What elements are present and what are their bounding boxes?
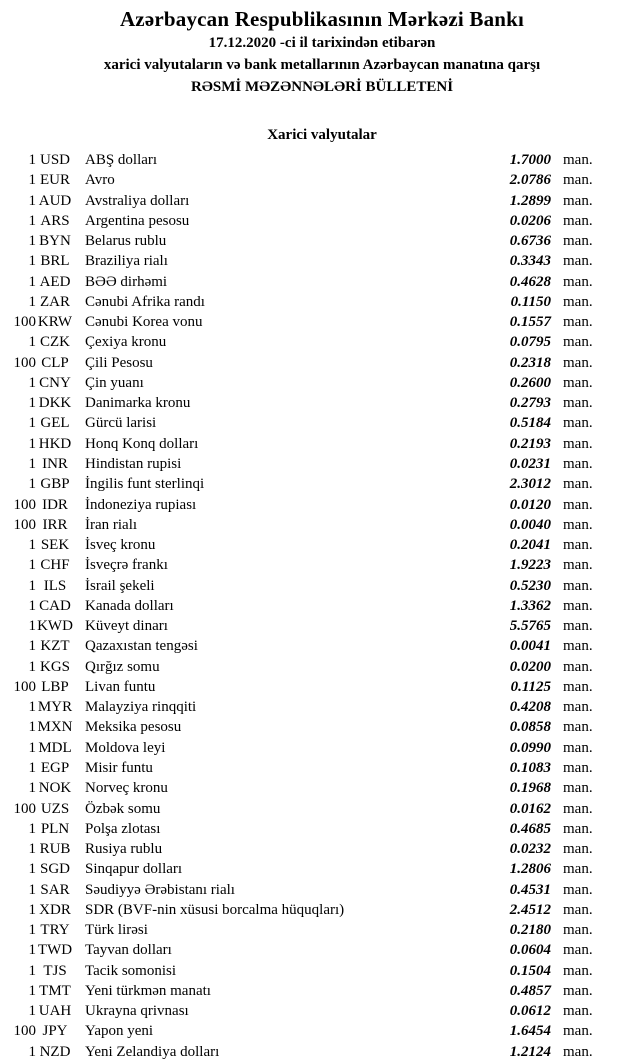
currency-name: Tayvan dolları bbox=[85, 942, 172, 959]
currency-name: Çili Pesosu bbox=[85, 354, 153, 371]
nominal-value: 1 bbox=[28, 841, 36, 858]
rate-value: 0.3343 bbox=[509, 253, 551, 270]
rate-row bbox=[0, 474, 620, 494]
currency-name: Moldova leyi bbox=[85, 739, 166, 756]
rate-row bbox=[0, 555, 620, 575]
rate-value: 0.5184 bbox=[509, 415, 551, 432]
rate-value: 1.6454 bbox=[509, 1023, 551, 1040]
nominal-value: 1 bbox=[28, 476, 36, 493]
nominal-value: 1 bbox=[28, 699, 36, 716]
currency-name: Çin yuanı bbox=[85, 374, 144, 391]
currency-code: CZK bbox=[40, 334, 70, 351]
unit-label: man. bbox=[563, 293, 593, 310]
rate-value: 1.7000 bbox=[509, 152, 551, 168]
currency-name: Tacik somonisi bbox=[85, 962, 177, 979]
currency-name: Meksika pesosu bbox=[85, 719, 182, 736]
nominal-value: 1 bbox=[28, 557, 36, 574]
unit-label: man. bbox=[563, 1003, 593, 1020]
unit-label: man. bbox=[563, 192, 593, 209]
currency-name: Norveç kronu bbox=[85, 780, 168, 797]
rate-value: 0.6736 bbox=[509, 233, 551, 250]
rate-row bbox=[0, 211, 620, 231]
currency-name: Kanada dolları bbox=[85, 597, 174, 614]
rate-value: 0.1504 bbox=[509, 962, 551, 979]
unit-label: man. bbox=[563, 881, 593, 898]
rate-value: 5.5765 bbox=[509, 618, 551, 635]
rate-value: 0.2600 bbox=[509, 374, 551, 391]
nominal-value: 1 bbox=[28, 739, 36, 756]
currency-code: TJS bbox=[43, 962, 67, 979]
currency-name: Yeni türkmən manatı bbox=[85, 982, 211, 999]
unit-label: man. bbox=[563, 982, 593, 999]
unit-label: man. bbox=[563, 557, 593, 574]
rate-row bbox=[0, 535, 620, 555]
rate-value: 0.1125 bbox=[510, 678, 551, 695]
rate-row bbox=[0, 413, 620, 433]
nominal-value: 1 bbox=[28, 537, 36, 554]
rate-row bbox=[0, 251, 620, 271]
rate-row bbox=[0, 859, 620, 879]
rate-value: 0.0200 bbox=[509, 658, 551, 675]
nominal-value: 1 bbox=[28, 435, 36, 452]
unit-label: man. bbox=[563, 233, 593, 250]
rate-value: 0.0232 bbox=[509, 841, 551, 858]
currency-code: DKK bbox=[38, 395, 72, 412]
rate-value: 0.0040 bbox=[509, 516, 551, 533]
currency-name: Hindistan rupisi bbox=[85, 455, 182, 472]
currency-code: CNY bbox=[39, 374, 71, 391]
currency-name: Qırğız somu bbox=[85, 658, 160, 675]
nominal-value: 1 bbox=[28, 719, 36, 736]
currency-name: Avstraliya dolları bbox=[85, 192, 190, 209]
currency-name: Türk lirəsi bbox=[85, 922, 148, 939]
unit-label: man. bbox=[563, 597, 593, 614]
nominal-value: 100 bbox=[13, 314, 36, 331]
rate-value: 0.0612 bbox=[509, 1003, 551, 1020]
rate-row bbox=[0, 920, 620, 940]
rate-row bbox=[0, 717, 620, 737]
currency-code: BRL bbox=[40, 253, 70, 270]
currency-code: SEK bbox=[40, 537, 70, 554]
nominal-value: 1 bbox=[28, 962, 36, 979]
rate-value: 0.1968 bbox=[509, 780, 551, 797]
currency-name: BƏƏ dirhəmi bbox=[85, 273, 168, 290]
bulletin-title: RƏSMİ MƏZƏNNƏLƏRİ BÜLLETENİ bbox=[190, 79, 454, 95]
currency-code: IRR bbox=[42, 516, 68, 533]
unit-label: man. bbox=[563, 638, 593, 655]
currency-code: AUD bbox=[38, 192, 72, 209]
currency-name: Sinqapur dolları bbox=[85, 861, 183, 878]
nominal-value: 100 bbox=[13, 516, 36, 533]
rate-row bbox=[0, 839, 620, 859]
rate-row bbox=[0, 434, 620, 454]
rate-row bbox=[0, 657, 620, 677]
unit-label: man. bbox=[563, 759, 593, 776]
unit-label: man. bbox=[563, 334, 593, 351]
currency-name: Belarus rublu bbox=[85, 233, 167, 250]
currency-code: GEL bbox=[40, 415, 70, 432]
currency-code: EUR bbox=[40, 172, 70, 189]
currency-name: Livan funtu bbox=[85, 678, 156, 695]
unit-label: man. bbox=[563, 678, 593, 695]
currency-code: RUB bbox=[39, 841, 71, 858]
currency-code: MYR bbox=[37, 699, 73, 716]
currency-name: İran rialı bbox=[85, 516, 138, 533]
rate-row bbox=[0, 332, 620, 352]
currency-code: GBP bbox=[40, 476, 70, 493]
currency-code: NOK bbox=[38, 780, 72, 797]
currency-code: CHF bbox=[40, 557, 70, 574]
rate-value: 1.9223 bbox=[509, 557, 551, 574]
nominal-value: 1 bbox=[28, 982, 36, 999]
currency-name: Yapon yeni bbox=[85, 1023, 154, 1040]
currency-code: CAD bbox=[39, 597, 71, 614]
rate-value: 1.2124 bbox=[509, 1043, 551, 1060]
subject-line: xarici valyutaların və bank metallarının Azərbaycan manatına qarşı bbox=[103, 57, 541, 73]
currency-code: KZT bbox=[40, 638, 70, 655]
rate-value: 0.2793 bbox=[509, 395, 551, 412]
nominal-value: 100 bbox=[13, 1023, 36, 1040]
currency-code: TMT bbox=[39, 982, 71, 999]
rate-row bbox=[0, 900, 620, 920]
rate-value: 1.2899 bbox=[509, 192, 551, 209]
rate-row bbox=[0, 738, 620, 758]
unit-label: man. bbox=[563, 395, 593, 412]
rate-row bbox=[0, 515, 620, 535]
rate-value: 0.0990 bbox=[509, 739, 551, 756]
rate-value: 1.2806 bbox=[509, 861, 551, 878]
unit-label: man. bbox=[563, 374, 593, 391]
unit-label: man. bbox=[563, 1023, 593, 1040]
currency-code: ZAR bbox=[40, 293, 70, 310]
unit-label: man. bbox=[563, 901, 593, 918]
nominal-value: 1 bbox=[28, 253, 36, 270]
currency-name: Argentina pesosu bbox=[85, 212, 190, 229]
nominal-value: 1 bbox=[28, 780, 36, 797]
unit-label: man. bbox=[563, 780, 593, 797]
rate-value: 2.3012 bbox=[509, 476, 551, 493]
currency-name: İngilis funt sterlinqi bbox=[85, 476, 205, 493]
rate-row bbox=[0, 292, 620, 312]
nominal-value: 1 bbox=[28, 658, 36, 675]
rate-row bbox=[0, 150, 620, 170]
rate-value: 0.0604 bbox=[509, 942, 551, 959]
rate-row bbox=[0, 373, 620, 393]
exchange-rates-table bbox=[0, 150, 620, 1062]
rate-value: 0.0206 bbox=[509, 212, 551, 229]
rate-row bbox=[0, 272, 620, 292]
rate-row bbox=[0, 697, 620, 717]
currency-code: MXN bbox=[37, 719, 73, 736]
nominal-value: 1 bbox=[28, 273, 36, 290]
effective-date-line: 17.12.2020 -ci il tarixindən etibarən bbox=[208, 35, 436, 51]
unit-label: man. bbox=[563, 354, 593, 371]
rate-value: 0.0858 bbox=[509, 719, 551, 736]
rate-row bbox=[0, 819, 620, 839]
nominal-value: 1 bbox=[28, 638, 36, 655]
nominal-value: 1 bbox=[28, 374, 36, 391]
unit-label: man. bbox=[563, 496, 593, 513]
currency-code: LBP bbox=[41, 678, 69, 695]
unit-label: man. bbox=[563, 658, 593, 675]
unit-label: man. bbox=[563, 719, 593, 736]
unit-label: man. bbox=[563, 922, 593, 939]
rate-value: 0.0120 bbox=[509, 496, 551, 513]
currency-name: İsrail şekeli bbox=[85, 577, 155, 594]
nominal-value: 1 bbox=[28, 942, 36, 959]
unit-label: man. bbox=[563, 152, 593, 168]
rate-row bbox=[0, 170, 620, 190]
rate-value: 1.3362 bbox=[509, 597, 551, 614]
currency-name: SDR (BVF-nin xüsusi borcalma hüquqları) bbox=[85, 901, 345, 918]
nominal-value: 100 bbox=[13, 496, 36, 513]
unit-label: man. bbox=[563, 861, 593, 878]
unit-label: man. bbox=[563, 1043, 593, 1060]
nominal-value: 1 bbox=[28, 415, 36, 432]
currency-name: Avro bbox=[85, 172, 115, 189]
nominal-value: 1 bbox=[28, 192, 36, 209]
rate-value: 0.4208 bbox=[509, 699, 551, 716]
rate-row bbox=[0, 636, 620, 656]
rate-value: 0.0795 bbox=[509, 334, 551, 351]
rate-value: 0.0041 bbox=[509, 638, 551, 655]
nominal-value: 100 bbox=[13, 354, 36, 371]
currency-code: PLN bbox=[40, 820, 70, 837]
nominal-value: 1 bbox=[28, 759, 36, 776]
rate-value: 0.4857 bbox=[509, 982, 551, 999]
rate-row bbox=[0, 616, 620, 636]
currency-code: INR bbox=[42, 455, 68, 472]
rate-value: 0.2193 bbox=[509, 435, 551, 452]
currency-name: Cənubi Korea vonu bbox=[85, 314, 203, 331]
nominal-value: 100 bbox=[13, 678, 36, 695]
rate-row bbox=[0, 454, 620, 474]
section-title-foreign-currencies: Xarici valyutalar bbox=[267, 127, 377, 143]
nominal-value: 100 bbox=[13, 800, 36, 817]
currency-code: TWD bbox=[37, 942, 73, 959]
currency-code: EGP bbox=[40, 759, 70, 776]
nominal-value: 1 bbox=[28, 820, 36, 837]
unit-label: man. bbox=[563, 942, 593, 959]
rate-row bbox=[0, 880, 620, 900]
nominal-value: 1 bbox=[28, 861, 36, 878]
unit-label: man. bbox=[563, 841, 593, 858]
nominal-value: 1 bbox=[28, 455, 36, 472]
rate-row bbox=[0, 191, 620, 211]
rate-value: 2.0786 bbox=[509, 172, 551, 189]
currency-name: İsveç kronu bbox=[85, 537, 156, 554]
currency-name: İsveçrə frankı bbox=[85, 557, 168, 574]
currency-code: KGS bbox=[39, 658, 70, 675]
rate-value: 0.2318 bbox=[509, 354, 551, 371]
rate-value: 0.2180 bbox=[509, 922, 551, 939]
nominal-value: 1 bbox=[28, 334, 36, 351]
rate-row bbox=[0, 312, 620, 332]
rate-value: 0.1150 bbox=[510, 293, 551, 310]
rate-value: 0.2041 bbox=[509, 537, 551, 554]
rate-value: 0.4685 bbox=[509, 820, 551, 837]
unit-label: man. bbox=[563, 273, 593, 290]
currency-name: Misir funtu bbox=[85, 759, 153, 776]
currency-name: Polşa zlotası bbox=[85, 820, 161, 837]
bulletin-header bbox=[28, 0, 616, 146]
rate-value: 0.4628 bbox=[509, 273, 551, 290]
unit-label: man. bbox=[563, 739, 593, 756]
unit-label: man. bbox=[563, 435, 593, 452]
rate-row bbox=[0, 981, 620, 1001]
rate-row bbox=[0, 961, 620, 981]
currency-name: Malayziya rinqqiti bbox=[85, 699, 197, 716]
currency-code: AED bbox=[39, 273, 71, 290]
currency-code: ILS bbox=[43, 577, 67, 594]
currency-name: Qazaxıstan tengəsi bbox=[85, 638, 198, 655]
nominal-value: 1 bbox=[28, 172, 36, 189]
unit-label: man. bbox=[563, 962, 593, 979]
unit-label: man. bbox=[563, 800, 593, 817]
currency-name: Cənubi Afrika randı bbox=[85, 293, 205, 310]
currency-code: JPY bbox=[42, 1023, 68, 1040]
unit-label: man. bbox=[563, 820, 593, 837]
nominal-value: 1 bbox=[28, 922, 36, 939]
nominal-value: 1 bbox=[28, 597, 36, 614]
nominal-value: 1 bbox=[28, 1003, 36, 1020]
currency-code: SAR bbox=[40, 881, 70, 898]
rate-value: 0.1557 bbox=[509, 314, 551, 331]
rate-row bbox=[0, 1042, 620, 1062]
bank-title: Azərbaycan Respublikasının Mərkəzi Bankı bbox=[119, 7, 525, 31]
currency-name: Səudiyyə Ərəbistanı rialı bbox=[85, 881, 235, 898]
currency-code: UAH bbox=[38, 1003, 72, 1020]
unit-label: man. bbox=[563, 212, 593, 229]
currency-code: HKD bbox=[38, 435, 72, 452]
rate-row bbox=[0, 778, 620, 798]
rate-row bbox=[0, 353, 620, 373]
nominal-value: 1 bbox=[28, 152, 36, 168]
currency-code: KRW bbox=[37, 314, 73, 331]
rate-row bbox=[0, 1001, 620, 1021]
currency-name: ABŞ dolları bbox=[85, 152, 158, 168]
unit-label: man. bbox=[563, 618, 593, 635]
unit-label: man. bbox=[563, 172, 593, 189]
unit-label: man. bbox=[563, 577, 593, 594]
rate-value: 0.0231 bbox=[509, 455, 551, 472]
currency-name: Braziliya rialı bbox=[85, 253, 168, 270]
nominal-value: 1 bbox=[28, 901, 36, 918]
currency-code: USD bbox=[39, 152, 70, 168]
nominal-value: 1 bbox=[28, 212, 36, 229]
unit-label: man. bbox=[563, 537, 593, 554]
unit-label: man. bbox=[563, 455, 593, 472]
unit-label: man. bbox=[563, 516, 593, 533]
currency-code: XDR bbox=[39, 901, 71, 918]
nominal-value: 1 bbox=[28, 293, 36, 310]
unit-label: man. bbox=[563, 253, 593, 270]
nominal-value: 1 bbox=[28, 577, 36, 594]
nominal-value: 1 bbox=[28, 1043, 36, 1060]
rate-value: 0.4531 bbox=[509, 881, 551, 898]
rate-row bbox=[0, 495, 620, 515]
currency-code: IDR bbox=[42, 496, 68, 513]
currency-code: TRY bbox=[40, 922, 70, 939]
currency-code: SGD bbox=[39, 861, 70, 878]
unit-label: man. bbox=[563, 415, 593, 432]
currency-code: MDL bbox=[38, 739, 72, 756]
currency-code: NZD bbox=[39, 1043, 71, 1060]
nominal-value: 1 bbox=[28, 881, 36, 898]
rate-row bbox=[0, 758, 620, 778]
currency-name: Gürcü larisi bbox=[85, 415, 157, 432]
currency-name: Çexiya kronu bbox=[85, 334, 167, 351]
currency-name: Ukrayna qrivnası bbox=[85, 1003, 189, 1020]
rate-value: 2.4512 bbox=[509, 901, 551, 918]
rate-value: 0.5230 bbox=[509, 577, 551, 594]
unit-label: man. bbox=[563, 699, 593, 716]
currency-code: ARS bbox=[40, 212, 70, 229]
rate-row bbox=[0, 677, 620, 697]
rate-row bbox=[0, 596, 620, 616]
currency-name: Rusiya rublu bbox=[85, 841, 163, 858]
currency-name: Danimarka kronu bbox=[85, 395, 191, 412]
nominal-value: 1 bbox=[28, 395, 36, 412]
currency-code: UZS bbox=[40, 800, 70, 817]
nominal-value: 1 bbox=[28, 618, 36, 635]
rate-row bbox=[0, 231, 620, 251]
currency-name: Küveyt dinarı bbox=[85, 618, 168, 635]
rate-value: 0.1083 bbox=[509, 759, 551, 776]
currency-code: KWD bbox=[37, 618, 73, 635]
currency-name: Honq Konq dolları bbox=[85, 435, 199, 452]
currency-code: BYN bbox=[39, 233, 71, 250]
currency-code: CLP bbox=[41, 354, 69, 371]
unit-label: man. bbox=[563, 314, 593, 331]
currency-name: Özbək somu bbox=[85, 800, 161, 817]
rate-row bbox=[0, 799, 620, 819]
rate-row bbox=[0, 393, 620, 413]
rate-row bbox=[0, 1021, 620, 1041]
rate-value: 0.0162 bbox=[509, 800, 551, 817]
currency-name: Yeni Zelandiya dolları bbox=[85, 1043, 220, 1060]
rate-row bbox=[0, 940, 620, 960]
unit-label: man. bbox=[563, 476, 593, 493]
rate-row bbox=[0, 576, 620, 596]
currency-name: İndoneziya rupiası bbox=[85, 496, 197, 513]
nominal-value: 1 bbox=[28, 233, 36, 250]
